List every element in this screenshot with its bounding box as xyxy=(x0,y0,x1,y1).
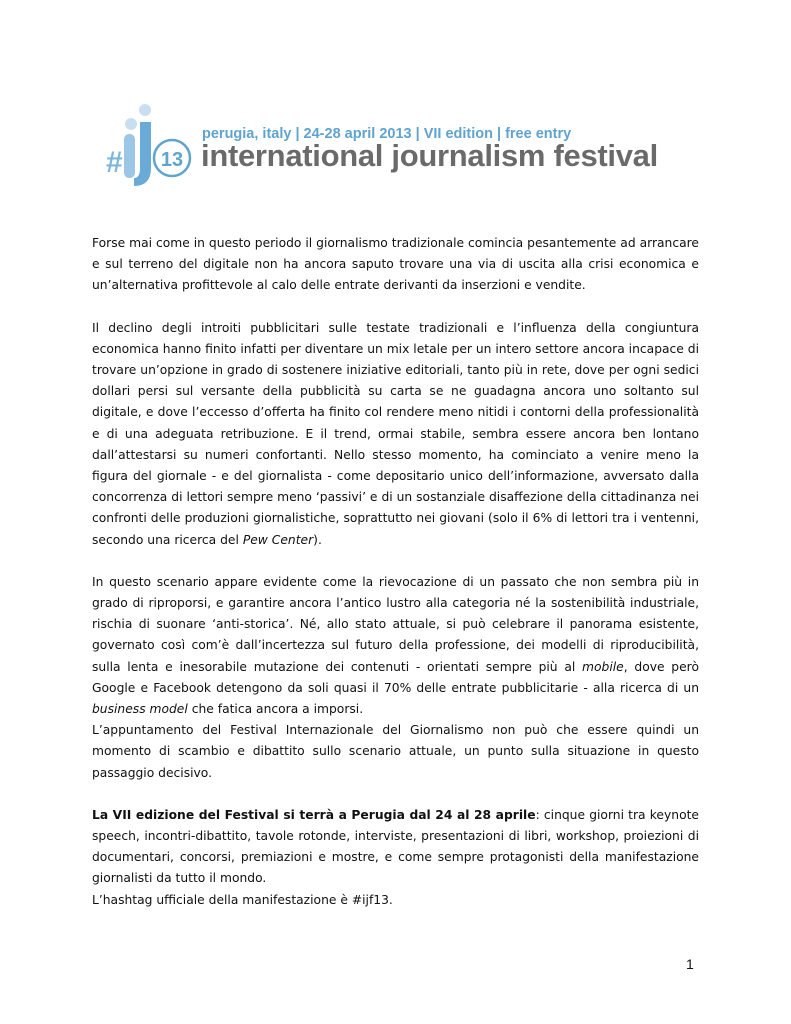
ijf13-logo xyxy=(104,98,200,194)
paragraph-decline xyxy=(92,318,699,551)
business-model-term: business model xyxy=(92,702,188,717)
festival-tagline: perugia, italy | 24-28 april 2013 | VII edition | free entry xyxy=(202,126,572,142)
festival-title: international journalism festival xyxy=(201,138,658,173)
paragraph-scenario xyxy=(92,572,699,720)
paragraph-hashtag: L’hashtag ufficiale della manifestazione è #ijf13. xyxy=(92,892,393,907)
mobile-term: mobile xyxy=(582,659,624,674)
paragraph-scenario-text-c: che fatica ancora a imporsi. xyxy=(187,702,364,717)
paragraph-decline-end: ). xyxy=(313,532,322,547)
page-number: 1 xyxy=(686,956,694,972)
paragraph-edition xyxy=(92,805,699,890)
svg-text:#: # xyxy=(106,146,123,179)
paragraph-festival: L’appuntamento del Festival Internazionale del Giornalismo non può che essere quindi un momento di scambio e dibattito sullo scenario attuale, un punto sulla situazione in questo passaggio decisivo. xyxy=(92,723,699,780)
paragraph-edition-text: : cinque giorni tra keynote speech, incontri-dibattito, tavole rotonde, interviste, presentazioni di libri, workshop, proiezioni di documentari, concorsi, premiazioni e mostre, e come sempre protagonisti della manifestazione giornalisti da tutto il mondo. xyxy=(92,807,699,886)
document-body xyxy=(92,233,699,911)
festival-header xyxy=(104,98,684,194)
edition-highlight: La VII edizione del Festival si terrà a Perugia dal 24 al 28 aprile xyxy=(92,807,536,822)
paragraph-intro: Forse mai come in questo periodo il giornalismo tradizionale comincia pesantemente ad arrancare e sul terreno del digitale non ha ancora saputo trovare una via di uscita alla crisi economica e un’alternativa profittevole al calo delle entrate derivanti da inserzioni e vendite. xyxy=(92,236,699,293)
svg-text:13: 13 xyxy=(160,149,184,171)
pew-center-ref: Pew Center xyxy=(242,532,314,547)
paragraph-scenario-text-a: In questo scenario appare evidente come la rievocazione di un passato che non sembra più in grado di riproporsi, e garantire ancora l’antico lustro alla categoria né la sostenibilità industriale, rischia di suonare ‘anti-storica’. Né, allo stato attuale, si può celebrare il panorama esistente, governato così com’è dall’incertezza sul futuro della professione, dei modelli di riproducibilità, sulla lenta e inesorabile mutazione dei contenuti - orientati sempre più al xyxy=(92,574,699,674)
paragraph-decline-text: Il declino degli introiti pubblicitari sulle testate tradizionali e l’influenza della congiuntura economica hanno finito infatti per diventare un mix letale per un intero settore ancora incapace di trovare un’opzione in grado di sostenere iniziative editoriali, tanto più in rete, dove per ogni sedici dollari persi sul versante della pubblicità su carta se ne guadagna ancora uno soltanto sul digitale, e dove l’eccesso d’offerta ha finito col rendere meno nitidi i contorni della professionalità e di una adeguata retribuzione. E il trend, ormai stabile, sembra essere ancora ben lontano dall’attestarsi su numeri confortanti. Nello stesso momento, ha cominciato a venire meno la figura del giornale - e del giornalista - come depositario unico dell’informazione, avversato dalla concorrenza di lettori sempre meno ‘passivi’ e di un sostanziale disaffezione della cittadinanza nei confronti delle produzioni giornalistiche, soprattutto nei giovani (solo il 6% di lettori tra i ventenni, secondo una ricerca del xyxy=(92,320,699,547)
paragraph-scenario-text-b: , dove però Google e Facebook detengono da soli quasi il 70% delle entrate pubblicitarie - alla ricerca di un xyxy=(92,659,699,695)
